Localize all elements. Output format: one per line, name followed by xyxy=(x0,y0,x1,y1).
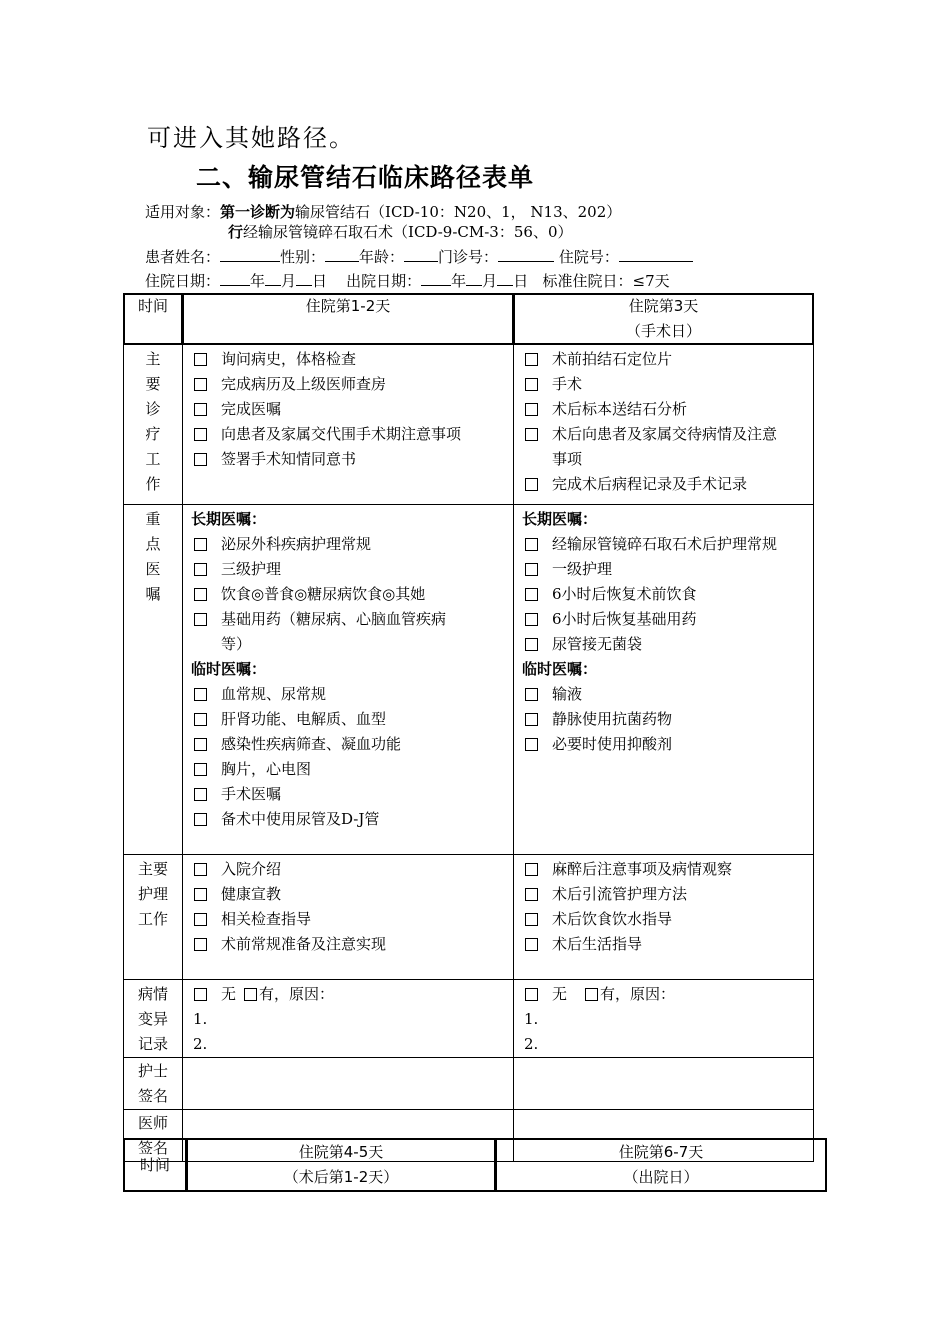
scope-line-2 xyxy=(228,221,572,242)
checkbox[interactable] xyxy=(194,403,207,416)
none-checkbox[interactable] xyxy=(525,988,538,1001)
list-item xyxy=(191,557,513,582)
checkbox[interactable] xyxy=(525,378,538,391)
checkbox[interactable] xyxy=(194,688,207,701)
label-text: 记录 xyxy=(137,1035,168,1053)
checkbox[interactable] xyxy=(525,478,538,491)
list-item xyxy=(522,857,813,882)
diagnosis-col2 xyxy=(514,345,814,505)
form-title: 二、输尿管结石临床路径表单 xyxy=(196,163,535,192)
item-text: 向患者及家属交代围手术期注意事项 xyxy=(221,425,462,443)
day-4-5-header xyxy=(187,1139,496,1192)
item-text: 签署手术知情同意书 xyxy=(221,450,357,468)
scope-line-1 xyxy=(145,201,621,222)
label-char: 重 xyxy=(145,510,161,528)
has-checkbox[interactable] xyxy=(585,988,598,1001)
lead-text: 可进入其她路径。 xyxy=(147,124,355,152)
label-text: 变异 xyxy=(137,1010,168,1028)
variance-row xyxy=(124,980,814,1058)
list-item xyxy=(191,882,513,907)
item-text: 6小时后恢复术前饮食 xyxy=(552,585,697,603)
variance-col1 xyxy=(183,980,514,1058)
discharge-day-blank[interactable] xyxy=(497,271,513,286)
checkbox[interactable] xyxy=(194,888,207,901)
list-item xyxy=(522,397,813,422)
nursing-col1 xyxy=(183,855,514,980)
checkbox[interactable] xyxy=(525,588,538,601)
list-item xyxy=(191,532,513,557)
checkbox[interactable] xyxy=(525,738,538,751)
item-text: 尿管接无菌袋 xyxy=(552,635,643,653)
checkbox[interactable] xyxy=(194,588,207,601)
clinic-no-blank[interactable] xyxy=(498,247,554,262)
long-term-orders-heading: 长期医嘱： xyxy=(191,510,267,528)
patient-name-blank[interactable] xyxy=(220,247,280,262)
checkbox[interactable] xyxy=(525,428,538,441)
checkbox[interactable] xyxy=(194,913,207,926)
item-text: 询问病史，体格检查 xyxy=(221,350,357,368)
label-text: 工作 xyxy=(137,910,168,928)
item-text: 完成医嘱 xyxy=(221,400,282,418)
item-text: 基础用药（糖尿病、心脑血管疾病 xyxy=(221,610,447,628)
checkbox[interactable] xyxy=(525,353,538,366)
orders-col2 xyxy=(514,505,814,855)
item-text: 入院介绍 xyxy=(221,860,282,878)
item-text: 感染性疾病筛查、凝血功能 xyxy=(221,735,402,753)
list-item xyxy=(522,907,813,932)
label-text: 护士 xyxy=(137,1062,168,1080)
list-item xyxy=(191,397,513,422)
checkbox[interactable] xyxy=(194,713,207,726)
checkbox[interactable] xyxy=(194,738,207,751)
item-text: 术后标本送结石分析 xyxy=(552,400,688,418)
list-item xyxy=(522,932,813,957)
list-item xyxy=(191,757,513,782)
admit-day-blank[interactable] xyxy=(296,271,312,286)
day-6-7-label: 住院第6-7天 xyxy=(618,1143,704,1161)
list-item xyxy=(522,607,813,632)
day-label: 日 xyxy=(513,272,529,290)
list-item xyxy=(191,347,513,372)
scope-diag-text: 输尿管结石（ICD-10：N20、1， N13、202） xyxy=(295,203,622,221)
checkbox[interactable] xyxy=(194,453,207,466)
list-item xyxy=(191,607,513,632)
time-header-2: 时间 xyxy=(124,1139,187,1192)
label-char: 主 xyxy=(145,350,161,368)
age-label: 年龄： xyxy=(359,248,405,266)
variance-choice xyxy=(191,982,513,1007)
item-text: 术前常规准备及注意实现 xyxy=(221,935,387,953)
reason-1[interactable]: 1. xyxy=(524,1010,539,1028)
list-item xyxy=(191,582,513,607)
label-text: 签名 xyxy=(137,1087,168,1105)
has-reason-label: 有，原因： xyxy=(600,985,676,1003)
orders-row xyxy=(124,505,814,855)
list-item xyxy=(522,347,813,372)
patient-name-label: 患者姓名： xyxy=(145,248,221,266)
variance-choice xyxy=(522,982,813,1007)
day-label: 日 xyxy=(312,272,328,290)
item-text: 6小时后恢复基础用药 xyxy=(552,610,697,628)
item-text: 完成术后病程记录及手术记录 xyxy=(552,475,748,493)
list-item xyxy=(191,857,513,882)
item-text: 术后生活指导 xyxy=(552,935,643,953)
item-text: 必要时使用抑酸剂 xyxy=(552,735,673,753)
variance-row-label xyxy=(124,980,183,1058)
checkbox[interactable] xyxy=(194,378,207,391)
label-char: 点 xyxy=(145,535,161,553)
checkbox[interactable] xyxy=(525,563,538,576)
list-item xyxy=(191,932,513,957)
nurse-sign-row xyxy=(124,1058,814,1110)
nursing-col2 xyxy=(514,855,814,980)
label-text: 主要 xyxy=(137,860,168,878)
has-checkbox[interactable] xyxy=(244,988,257,1001)
item-text: 麻醉后注意事项及病情观察 xyxy=(552,860,733,878)
day-3-header xyxy=(514,294,814,345)
discharge-month-blank[interactable] xyxy=(466,271,482,286)
item-text: 饮食◎普食◎糖尿病饮食◎其她 xyxy=(221,585,426,603)
item-text: 术后饮食饮水指导 xyxy=(552,910,673,928)
surgery-day-label: （手术日） xyxy=(625,322,701,340)
item-text: 胸片，心电图 xyxy=(221,760,312,778)
checkbox[interactable] xyxy=(525,713,538,726)
admission-no-label: 住院号： xyxy=(558,248,619,266)
label-char: 作 xyxy=(145,475,161,493)
diagnosis-col1 xyxy=(183,345,514,505)
admit-date-label: 住院日期： xyxy=(145,272,221,290)
item-text: 健康宣教 xyxy=(221,885,282,903)
label-char: 疗 xyxy=(145,425,161,443)
item-text-wrap: 事项 xyxy=(552,450,583,468)
checkbox[interactable] xyxy=(194,938,207,951)
checkbox[interactable] xyxy=(194,763,207,776)
checkbox[interactable] xyxy=(194,863,207,876)
item-text: 手术医嘱 xyxy=(221,785,282,803)
orders-row-label xyxy=(124,505,183,855)
checkbox[interactable] xyxy=(525,638,538,651)
day-4-5-label: 住院第4-5天 xyxy=(298,1143,384,1161)
list-item xyxy=(191,447,513,472)
checkbox[interactable] xyxy=(525,688,538,701)
list-item xyxy=(522,372,813,397)
day-1-2-header: 住院第1-2天 xyxy=(183,294,514,345)
label-char: 工 xyxy=(145,450,161,468)
checkbox[interactable] xyxy=(194,613,207,626)
checkbox[interactable] xyxy=(525,913,538,926)
orders-col1 xyxy=(183,505,514,855)
item-text-wrap: 等） xyxy=(221,635,252,653)
has-reason-label: 有，原因： xyxy=(259,985,335,1003)
checkbox[interactable] xyxy=(525,888,538,901)
item-text: 手术 xyxy=(552,375,583,393)
list-item xyxy=(522,632,813,657)
temporary-orders-heading: 临时医嘱： xyxy=(191,660,267,678)
scope-diag-bold: 第一诊断为 xyxy=(220,203,296,221)
list-item xyxy=(191,422,513,447)
list-item xyxy=(522,422,813,447)
checkbox[interactable] xyxy=(525,863,538,876)
none-checkbox[interactable] xyxy=(194,988,207,1001)
month-label: 月 xyxy=(482,272,498,290)
label-text: 护理 xyxy=(137,885,168,903)
post-op-day-label: （术后第1-2天） xyxy=(283,1168,399,1186)
checkbox[interactable] xyxy=(525,613,538,626)
checkbox[interactable] xyxy=(525,938,538,951)
item-text: 完成病历及上级医师查房 xyxy=(221,375,387,393)
day-3-label: 住院第3天 xyxy=(628,297,699,315)
pathway-table-2 xyxy=(123,1138,827,1192)
pathway-table-1 xyxy=(123,293,814,1162)
label-text: 医师 xyxy=(137,1114,168,1132)
item-text: 静脉使用抗菌药物 xyxy=(552,710,673,728)
label-text: 签名 xyxy=(137,1139,168,1157)
discharge-year-blank[interactable] xyxy=(421,271,451,286)
item-text: 备术中使用尿管及D-J管 xyxy=(221,810,380,828)
sex-label: 性别： xyxy=(280,248,326,266)
month-label: 月 xyxy=(281,272,297,290)
scope-proc-bold: 行 xyxy=(228,223,244,241)
item-text: 经输尿管镜碎石取石术后护理常规 xyxy=(552,535,778,553)
nurse-sign-col2[interactable] xyxy=(514,1058,814,1110)
patient-line-1 xyxy=(145,246,693,267)
reason-2[interactable]: 2. xyxy=(524,1035,539,1053)
time-header: 时间 xyxy=(124,294,183,345)
list-item xyxy=(191,372,513,397)
year-label: 年 xyxy=(451,272,467,290)
table-header-row xyxy=(124,294,814,345)
list-item xyxy=(522,472,813,497)
checkbox[interactable] xyxy=(194,563,207,576)
long-term-orders-heading: 长期医嘱： xyxy=(522,510,598,528)
sex-blank[interactable] xyxy=(325,247,359,262)
reason-1[interactable]: 1. xyxy=(193,1010,208,1028)
none-label: 无 xyxy=(552,985,568,1003)
item-text: 术前拍结石定位片 xyxy=(552,350,673,368)
variance-col2 xyxy=(514,980,814,1058)
diagnosis-row xyxy=(124,345,814,505)
list-item xyxy=(191,732,513,757)
item-text: 泌尿外科疾病护理常规 xyxy=(221,535,372,553)
age-blank[interactable] xyxy=(404,247,438,262)
list-item xyxy=(191,807,513,832)
standard-stay-label: 标准住院日：≤7天 xyxy=(542,272,670,290)
list-item xyxy=(191,707,513,732)
label-char: 医 xyxy=(145,560,161,578)
admit-month-blank[interactable] xyxy=(265,271,281,286)
list-item xyxy=(522,732,813,757)
checkbox[interactable] xyxy=(194,428,207,441)
list-item xyxy=(191,907,513,932)
discharge-day-label: （出院日） xyxy=(623,1168,699,1186)
discharge-date-label: 出院日期： xyxy=(346,272,422,290)
item-text: 肝肾功能、电解质、血型 xyxy=(221,710,387,728)
item-text: 三级护理 xyxy=(221,560,282,578)
checkbox[interactable] xyxy=(525,538,538,551)
day-6-7-header xyxy=(496,1139,827,1192)
list-item xyxy=(191,682,513,707)
list-item xyxy=(522,557,813,582)
label-char: 诊 xyxy=(145,400,161,418)
reason-2[interactable]: 2. xyxy=(193,1035,208,1053)
list-item xyxy=(191,782,513,807)
none-label: 无 xyxy=(221,985,237,1003)
nursing-row xyxy=(124,855,814,980)
item-text: 相关检查指导 xyxy=(221,910,312,928)
list-item xyxy=(522,682,813,707)
item-text: 一级护理 xyxy=(552,560,613,578)
table2-header-row xyxy=(124,1139,827,1192)
checkbox[interactable] xyxy=(194,353,207,366)
checkbox[interactable] xyxy=(194,788,207,801)
list-item xyxy=(522,707,813,732)
year-label: 年 xyxy=(250,272,266,290)
scope-label: 适用对象： xyxy=(145,203,221,221)
admit-year-blank[interactable] xyxy=(220,271,250,286)
checkbox[interactable] xyxy=(194,813,207,826)
list-item xyxy=(522,882,813,907)
diagnosis-row-label xyxy=(124,345,183,505)
nurse-sign-col1[interactable] xyxy=(183,1058,514,1110)
nurse-sign-label xyxy=(124,1058,183,1110)
item-text: 术后向患者及家属交待病情及注意 xyxy=(552,425,778,443)
list-item xyxy=(522,532,813,557)
label-text: 病情 xyxy=(137,985,168,1003)
scope-proc-text: 经输尿管镜碎石取石术（ICD-9-CM-3：56、0） xyxy=(243,223,573,241)
label-char: 要 xyxy=(145,375,161,393)
checkbox[interactable] xyxy=(194,538,207,551)
clinic-no-label: 门诊号： xyxy=(438,248,499,266)
label-char: 嘱 xyxy=(145,585,161,603)
patient-line-2 xyxy=(145,270,670,291)
list-item xyxy=(522,582,813,607)
item-text: 术后引流管护理方法 xyxy=(552,885,688,903)
nursing-row-label xyxy=(124,855,183,980)
item-text: 血常规、尿常规 xyxy=(221,685,327,703)
admission-no-blank[interactable] xyxy=(619,247,693,262)
checkbox[interactable] xyxy=(525,403,538,416)
temporary-orders-heading: 临时医嘱： xyxy=(522,660,598,678)
item-text: 输液 xyxy=(552,685,583,703)
